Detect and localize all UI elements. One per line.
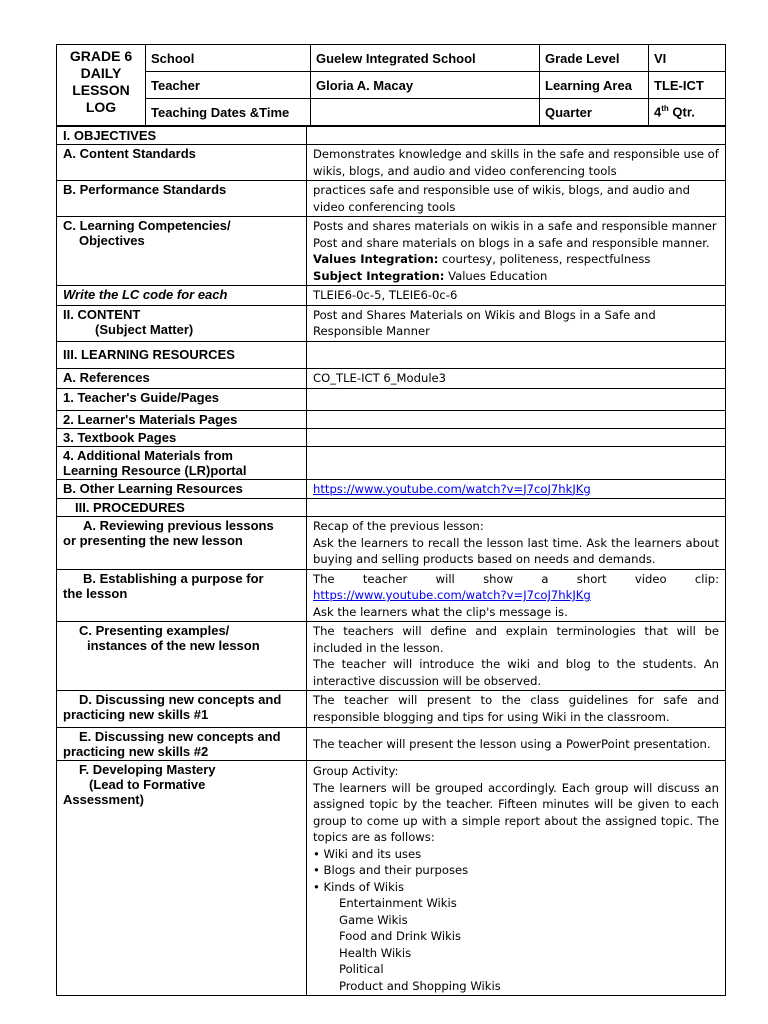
list-item: Health Wikis xyxy=(339,945,412,960)
additional-materials-label: 4. Additional Materials from Learning Resource (LR)portal xyxy=(57,446,307,479)
list-item: Entertainment Wikis xyxy=(339,896,457,910)
list-item: • Wiki and its uses xyxy=(313,846,422,861)
content-label: II. CONTENT (Subject Matter) xyxy=(57,305,307,341)
procedures-heading: III. PROCEDURES xyxy=(57,499,307,517)
learners-materials-row xyxy=(57,410,726,428)
procedure-b-text: The teacher will show a short video clip: https://www.youtube.com/watch?v=J7coJ7hkJKg Ask the learners what the clip's message is. xyxy=(307,569,726,622)
youtube-link[interactable]: https://www.youtube.com/watch?v=J7coJ7hkJKg xyxy=(313,481,591,496)
lesson-log-page xyxy=(56,44,725,996)
learning-area-value: TLE-ICT xyxy=(649,72,726,99)
procedure-d-row xyxy=(57,691,726,728)
teachers-guide-label: 1. Teacher's Guide/Pages xyxy=(57,388,307,410)
header-table xyxy=(56,44,726,126)
learners-materials-label: 2. Learner's Materials Pages xyxy=(57,410,307,428)
content-standards-row xyxy=(57,145,726,181)
performance-standards-text: practices safe and responsible use of wikis, blogs, and audio and video conferencing tools xyxy=(307,181,726,217)
lesson-table xyxy=(56,126,726,996)
performance-standards-label: B. Performance Standards xyxy=(57,181,307,217)
procedure-b-label: B. Establishing a purpose for the lesson xyxy=(57,569,307,622)
list-item: • Blogs and their purposes xyxy=(313,863,469,877)
procedure-d-text: The teacher will present to the class guidelines for safe and responsible blogging and tips for using Wiki in the classroom. xyxy=(307,691,726,728)
references-label: A. References xyxy=(57,368,307,388)
textbook-pages-row xyxy=(57,428,726,446)
procedure-a-text: Recap of the previous lesson: Ask the learners to recall the lesson last time. Ask the learners about buying and selling products based on needs and demands. xyxy=(307,517,726,570)
content-standards-label: A. Content Standards xyxy=(57,145,307,181)
list-item: Food and Drink Wikis xyxy=(339,929,462,943)
procedure-a-label: A. Reviewing previous lessons or presenting the new lesson xyxy=(57,517,307,570)
grade-level-label: Grade Level xyxy=(540,45,649,72)
teachers-guide-row xyxy=(57,388,726,410)
procedure-e-label: E. Discussing new concepts and practicing new skills #2 xyxy=(57,728,307,761)
learning-competencies-label: C. Learning Competencies/ Objectives xyxy=(57,217,307,286)
procedure-f-text: Group Activity: The learners will be grouped accordingly. Each group will discuss an assigned topic by the teacher. Fifteen minutes will be given to each group to come up with a simple report about the assigned topic. The topics are as follows: • Wiki and its uses • Blogs and their purposes • Kinds of Wikis Entertainment Wikis Game Wikis Food and Drink Wikis Health Wikis Political Product and Shopping Wikis xyxy=(307,761,726,996)
procedure-c-text: The teachers will define and explain terminologies that will be included in the lesson. The teacher will introduce the wiki and blog to the students. An interactive discussion will be observed. xyxy=(307,622,726,691)
procedure-f-label: F. Developing Mastery (Lead to Formative Assessment) xyxy=(57,761,307,996)
lc-code-row xyxy=(57,286,726,306)
page-title: GRADE 6 DAILY LESSON LOG xyxy=(57,45,146,126)
content-standards-text: Demonstrates knowledge and skills in the safe and responsible use of wikis, blogs, and audio and video conferencing tools xyxy=(307,145,726,181)
school-value: Guelew Integrated School xyxy=(311,45,540,72)
procedure-e-row xyxy=(57,728,726,761)
quarter-value: 4th Qtr. xyxy=(649,99,726,126)
performance-standards-row xyxy=(57,181,726,217)
procedure-e-text: The teacher will present the lesson using a PowerPoint presentation. xyxy=(307,728,726,761)
textbook-pages-label: 3. Textbook Pages xyxy=(57,428,307,446)
list-item: Product and Shopping Wikis xyxy=(339,978,501,993)
teacher-value: Gloria A. Macay xyxy=(311,72,540,99)
references-row xyxy=(57,368,726,388)
grade-level-value: VI xyxy=(649,45,726,72)
teacher-label: Teacher xyxy=(146,72,311,99)
objectives-heading: I. OBJECTIVES xyxy=(57,127,307,145)
procedure-a-row xyxy=(57,517,726,570)
teaching-dates-label: Teaching Dates &Time xyxy=(146,99,311,126)
other-resources-row xyxy=(57,479,726,499)
procedures-row xyxy=(57,499,726,517)
learning-competencies-text: Posts and shares materials on wikis in a safe and responsible manner Post and share materials on blogs in a safe and responsible manner. Values Integration: courtesy, politeness, respectfulness Subject Integration: Values Education xyxy=(307,217,726,286)
learning-resources-row xyxy=(57,341,726,368)
learning-competencies-row xyxy=(57,217,726,286)
teaching-dates-value xyxy=(311,99,540,126)
lc-code-text: TLEIE6-0c-5, TLEIE6-0c-6 xyxy=(307,286,726,306)
list-item: • Kinds of Wikis xyxy=(313,879,405,894)
references-text: CO_TLE-ICT 6_Module3 xyxy=(307,368,726,388)
learning-resources-heading: III. LEARNING RESOURCES xyxy=(57,341,307,368)
learning-area-label: Learning Area xyxy=(540,72,649,99)
school-label: School xyxy=(146,45,311,72)
list-item: Political xyxy=(339,962,384,976)
procedure-f-row xyxy=(57,761,726,996)
lc-code-label: Write the LC code for each xyxy=(57,286,307,306)
procedure-d-label: D. Discussing new concepts and practicing new skills #1 xyxy=(57,691,307,728)
procedure-c-row xyxy=(57,622,726,691)
other-resources-label: B. Other Learning Resources xyxy=(57,479,307,499)
content-text: Post and Shares Materials on Wikis and Blogs in a Safe and Responsible Manner xyxy=(307,305,726,341)
content-row xyxy=(57,305,726,341)
video-clip-link[interactable]: https://www.youtube.com/watch?v=J7coJ7hkJKg xyxy=(313,588,591,602)
objectives-row xyxy=(57,127,726,145)
procedure-b-row xyxy=(57,569,726,622)
additional-materials-row xyxy=(57,446,726,479)
list-item: Game Wikis xyxy=(339,912,408,927)
quarter-label: Quarter xyxy=(540,99,649,126)
procedure-c-label: C. Presenting examples/ instances of the new lesson xyxy=(57,622,307,691)
